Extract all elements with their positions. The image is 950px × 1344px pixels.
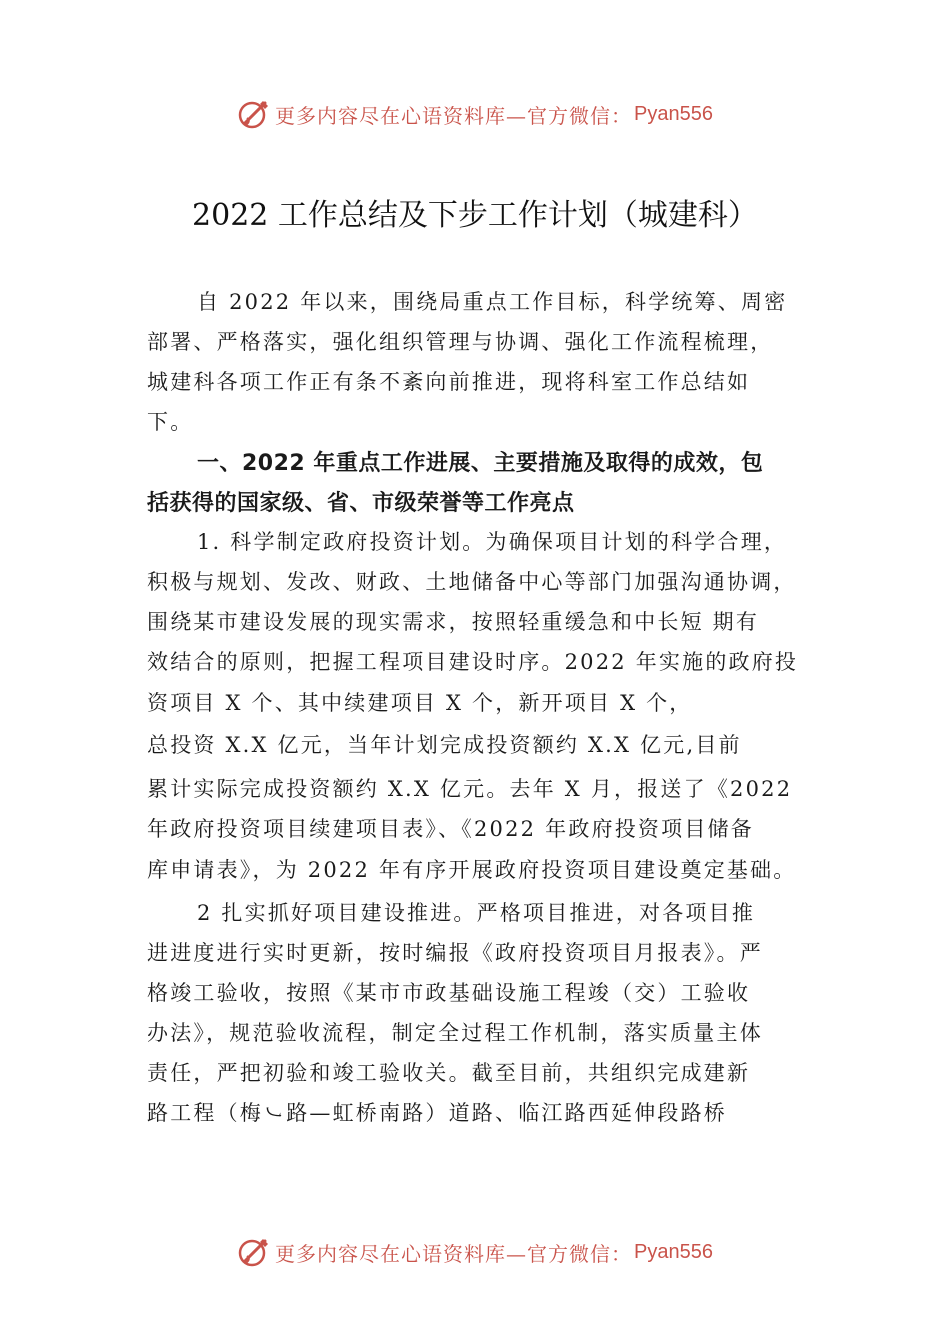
body-line: 积极与规划、发改、财政、土地储备中心等部门加强沟通协调， xyxy=(147,570,797,594)
section-heading: 一、2022 年重点工作进展、主要措施及取得的成效，包 xyxy=(197,451,764,476)
body-line: 总投资 X.X 亿元，当年计划完成投资额约 X.X 亿元,目前 xyxy=(147,733,742,757)
watermark-text: 更多内容尽在心语资料库—官方微信： xyxy=(275,103,633,128)
body-line: 部署、严格落实，强化组织管理与协调、强化工作流程梳理， xyxy=(147,330,774,354)
body-line: 办法》，规范验收流程，制定全过程工作机制，落实质量主体 xyxy=(147,1021,763,1045)
watermark-text: 更多内容尽在心语资料库—官方微信： xyxy=(275,1241,633,1266)
body-line: 进进度进行实时更新，按时编报《政府投资项目月报表》。严 xyxy=(147,941,763,965)
body-line: 路工程（梅㇃路—虹桥南路）道路、临江路西延伸段路桥 xyxy=(147,1101,727,1125)
body-line: 责任，严把初验和竣工验收关。截至目前，共组织完成建新 xyxy=(147,1061,751,1085)
body-line: 累计实际完成投资额约 X.X 亿元。去年 X 月，报送了《2022 xyxy=(147,777,793,801)
brush-logo-icon xyxy=(237,1235,271,1269)
body-line: 效结合的原则，把握工程项目建设时序。2022 年实施的政府投 xyxy=(147,650,799,674)
body-line: 资项目 X 个、其中续建项目 X 个，新开项目 X 个， xyxy=(147,691,693,715)
footer-watermark xyxy=(0,1232,950,1272)
watermark-id: Pyan556 xyxy=(634,102,713,125)
body-line: 下。 xyxy=(147,410,194,434)
body-line: 城建科各项工作正有条不紊向前推进，现将科室工作总结如 xyxy=(147,370,751,394)
body-line: 库申请表》，为 2022 年有序开展政府投资项目建设奠定基础。 xyxy=(147,858,797,882)
body-line: 年政府投资项目续建项目表》、《2022 年政府投资项目储备 xyxy=(147,817,754,841)
body-line: 1. 科学制定政府投资计划。为确保项目计划的科学合理， xyxy=(197,530,788,554)
body-line: 自 2022 年以来，围绕局重点工作目标，科学统筹、周密 xyxy=(197,290,788,314)
section-heading: 括获得的国家级、省、市级荣誉等工作亮点 xyxy=(147,491,575,516)
body-line: 格竣工验收，按照《某市市政基础设施工程竣（交）工验收 xyxy=(147,981,751,1005)
body-line: 围绕某市建设发展的现实需求，按照轻重缓急和中长短 期有 xyxy=(147,610,760,634)
document-title: 2022 工作总结及下步工作计划（城建科） xyxy=(192,198,758,233)
header-watermark xyxy=(0,94,950,134)
brush-logo-icon xyxy=(237,97,271,131)
watermark-id: Pyan556 xyxy=(634,1240,713,1263)
body-line: 2 扎实抓好项目建设推进。严格项目推进，对各项目推 xyxy=(197,901,756,925)
